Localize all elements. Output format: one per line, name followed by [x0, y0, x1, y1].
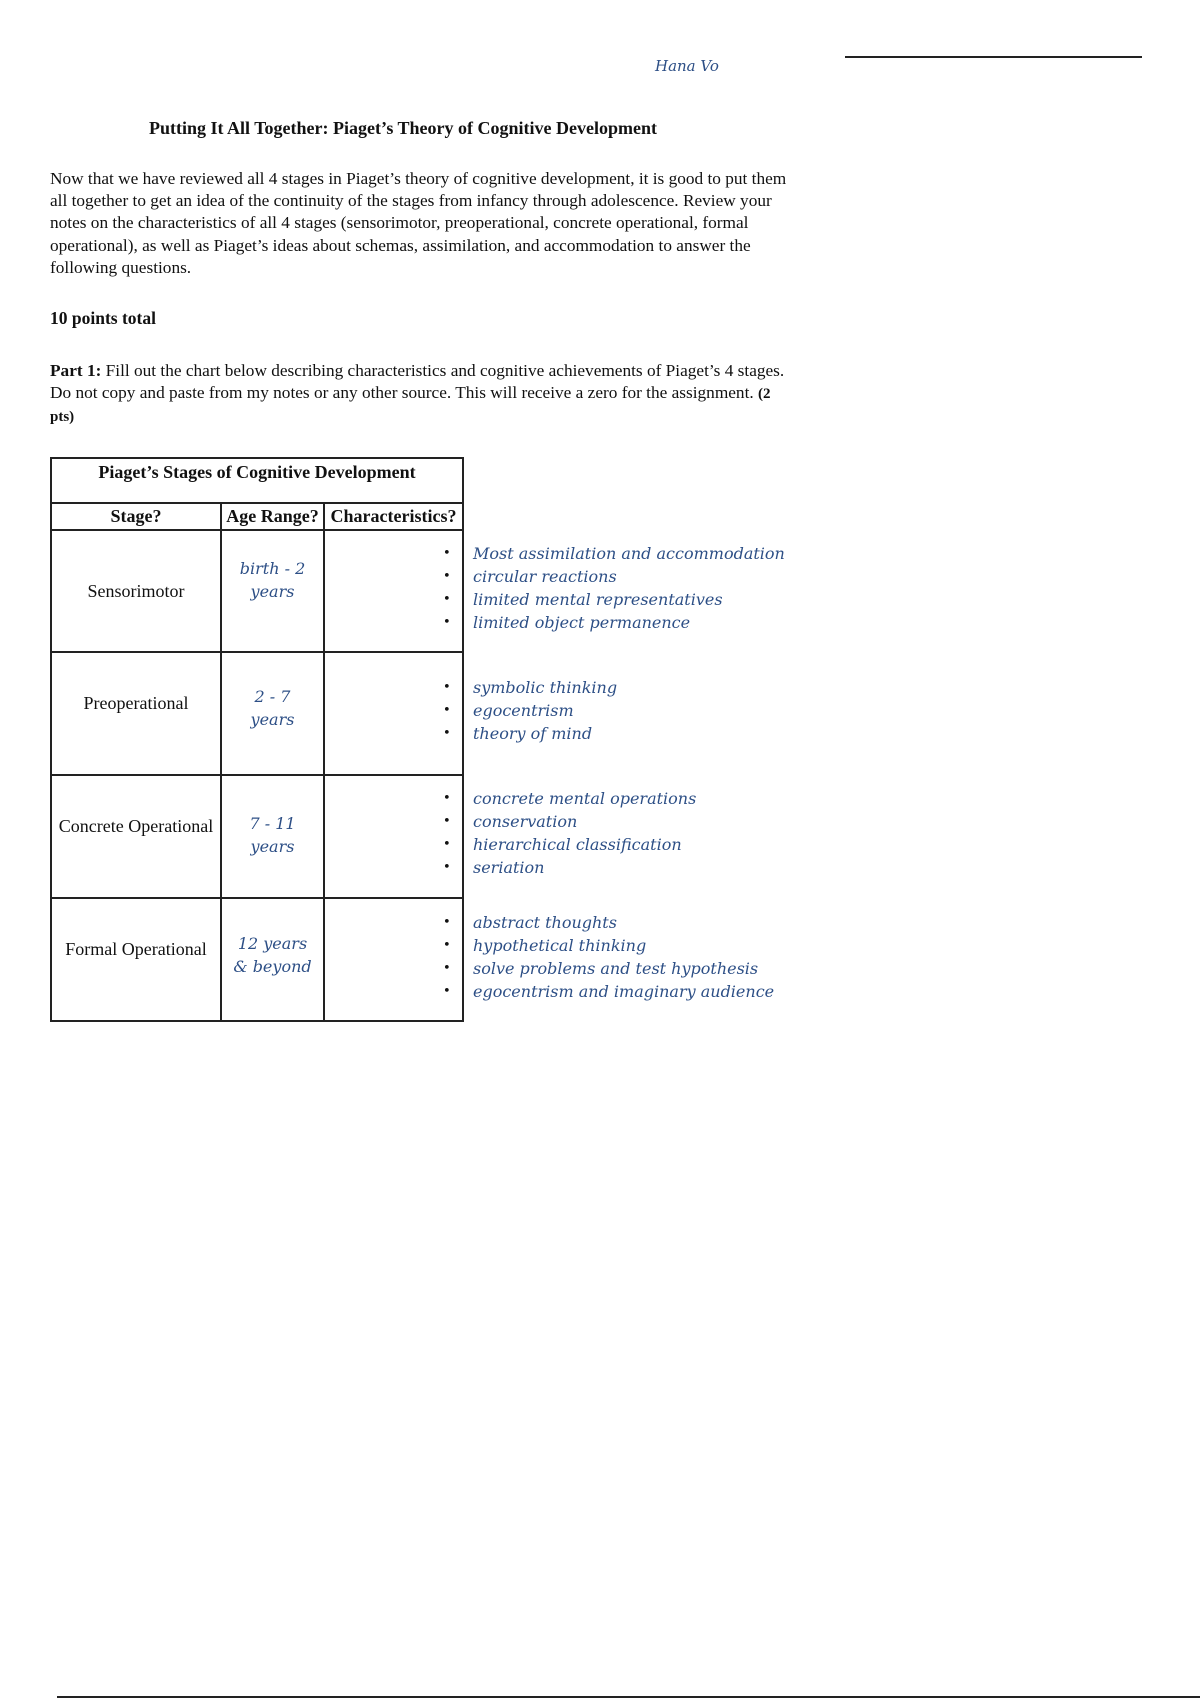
characteristics-sensorimotor	[443, 542, 785, 634]
list-item: • hypothetical thinking	[443, 934, 774, 957]
stage-sensorimotor: Sensorimotor	[87, 580, 185, 601]
characteristics-preoperational	[443, 676, 617, 745]
age-range-line: 7 - 11	[249, 814, 296, 833]
age-range-line: years	[250, 837, 295, 856]
part1-points: (2 pts)	[50, 386, 771, 426]
list-item: • limited mental representatives	[443, 588, 785, 611]
age-range-line: birth - 2	[239, 559, 306, 578]
age-range-line: 2 - 7	[254, 687, 291, 706]
list-item: • symbolic thinking	[443, 676, 617, 699]
list-item: • theory of mind	[443, 722, 617, 745]
list-item: • conservation	[443, 810, 696, 833]
page-title: Putting It All Together: Piaget’s Theory of Cognitive Development	[149, 118, 657, 138]
age-range-concrete-operational	[222, 810, 323, 860]
header-stage: Stage?	[110, 506, 162, 526]
characteristics-concrete-operational	[443, 787, 696, 879]
table-title: Piaget’s Stages of Cognitive Development	[98, 461, 416, 482]
age-range-line: years	[250, 582, 295, 601]
list-item: • egocentrism	[443, 699, 617, 722]
table-rule	[323, 502, 325, 1022]
name-underline	[845, 56, 1142, 58]
stage-preoperational: Preoperational	[83, 692, 189, 713]
characteristics-formal-operational	[443, 911, 774, 1003]
stage-concrete-operational: Concrete Operational	[58, 815, 214, 836]
list-item: • seriation	[443, 856, 696, 879]
age-range-preoperational	[222, 683, 323, 733]
list-item: • abstract thoughts	[443, 911, 774, 934]
list-item: • limited object permanence	[443, 611, 785, 634]
page-footer-rule	[57, 1696, 1200, 1698]
header-characteristics: Characteristics?	[330, 506, 457, 526]
age-range-line: & beyond	[233, 957, 312, 976]
list-item: • egocentrism and imaginary audience	[443, 980, 774, 1003]
part1-instructions	[50, 360, 795, 429]
age-range-sensorimotor	[222, 550, 323, 610]
student-name: Hana Vo	[655, 57, 719, 75]
list-item: • solve problems and test hypothesis	[443, 957, 774, 980]
intro-paragraph: Now that we have reviewed all 4 stages in Piaget’s theory of cognitive development, it is good to put them all together to get an idea of the continuity of the stages from infancy through adolescence. Review your notes on the characteristics of all 4 stages (sensorimotor, preoperational, concrete operational, formal operational), as well as Piaget’s ideas about schemas, assimilation, and accommodation to answer the following questions.	[50, 169, 787, 277]
part1-label: Part 1:	[50, 361, 102, 380]
age-range-formal-operational	[222, 930, 323, 980]
age-range-line: 12 years	[237, 934, 308, 953]
age-range-line: years	[250, 710, 295, 729]
header-age-range: Age Range?	[226, 506, 319, 526]
table-border-bottom	[50, 1020, 464, 1022]
list-item: • Most assimilation and accommodation	[443, 542, 785, 565]
points-total: 10 points total	[50, 308, 156, 328]
part1-text: Fill out the chart below describing characteristics and cognitive achievements of Piaget’s 4 stages. Do not copy and paste from my notes or any other source. This will receive a zero for the assignment.	[50, 361, 785, 403]
stage-formal-operational: Formal Operational	[65, 938, 207, 959]
list-item: • circular reactions	[443, 565, 785, 588]
list-item: • concrete mental operations	[443, 787, 696, 810]
list-item: • hierarchical classification	[443, 833, 696, 856]
